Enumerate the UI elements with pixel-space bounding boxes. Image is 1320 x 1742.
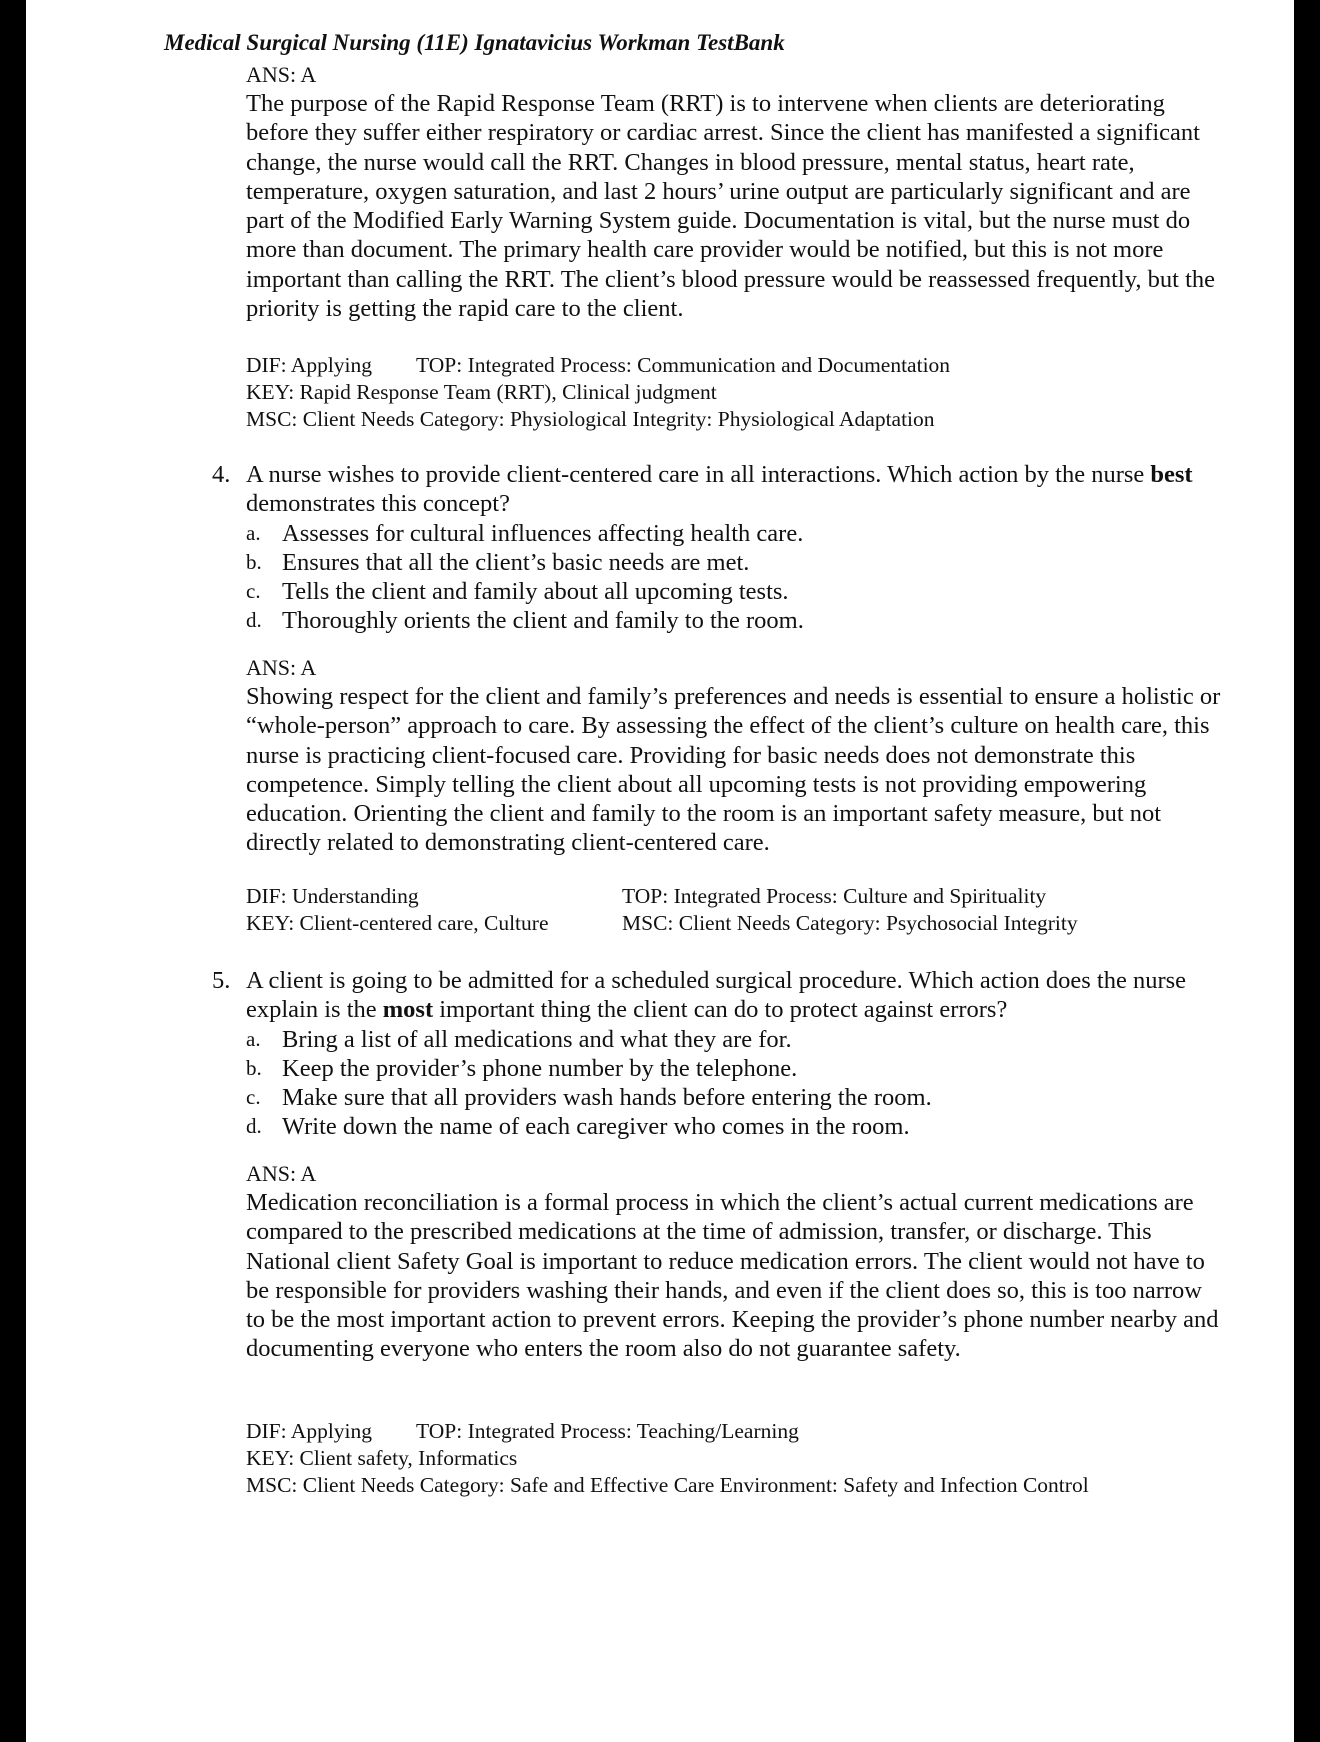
q4-number: 4. — [212, 461, 231, 488]
q3-category: MSC: Client Needs Category: Physiological Integrity: Physiological Adaptation — [246, 407, 935, 431]
q4-answer-block — [246, 653, 1226, 858]
q5-choice-b: b. Keep the provider’s phone number by the telephone. — [246, 1054, 798, 1082]
q5-number: 5. — [212, 967, 231, 994]
q4-metadata — [246, 883, 1226, 937]
q5-category: MSC: Client Needs Category: Safe and Effective Care Environment: Safety and Infection Control — [246, 1473, 1089, 1497]
q4-question — [212, 460, 1226, 636]
q3-rationale: The purpose of the Rapid Response Team (RRT) is to intervene when clients are deteriorating before they suffer either respiratory or cardiac arrest. Since the client has manifested a significant change, the nurse would call the RRT. Changes in blood pressure, mental status, heart rate, temperature, oxygen saturation, and last 2 hours’ urine output are particularly significant and are part of the Modified Early Warning System guide. Documentation is vital, but the nurse must do more than document. The primary health care provider would be notified, but this is not more important than calling the RRT. The client’s blood pressure would be reassessed frequently, but the priority is getting the rapid care to the client. — [246, 90, 1215, 323]
q4-keywords: KEY: Client-centered care, Culture — [246, 911, 549, 935]
q5-difficulty: DIF: Applying — [246, 1419, 373, 1443]
q3-difficulty: DIF: Applying — [246, 353, 373, 377]
q3-meta-row-1 — [246, 352, 1226, 379]
q5-meta-row-1 — [246, 1418, 1226, 1445]
q4-rationale: Showing respect for the client and family’s preferences and needs is essential to ensure a holistic or “whole-person” approach to care. By assessing the effect of the client’s culture on health care, this nurse is practicing client-focused care. Providing for basic needs does not demonstrate this competence. Simply telling the client about all upcoming tests is not providing empowering education. Orienting the client and family to the room is an important safety measure, but not directly related to demonstrating client-centered care. — [246, 683, 1221, 857]
q4-stem-emphasis: best — [1150, 461, 1193, 488]
q5-topic: TOP: Integrated Process: Teaching/Learning — [416, 1419, 799, 1443]
q4-stem: A nurse wishes to provide client-centered care in all interactions. Which action by the nurse best demonstrates this concept? — [246, 461, 1193, 518]
q5-question — [212, 966, 1226, 1142]
q4-meta-right — [622, 883, 1078, 937]
q3-answer-block — [246, 60, 1226, 323]
q5-choice-a: a. Bring a list of all medications and what they are for. — [246, 1025, 792, 1053]
q3-metadata — [246, 352, 1226, 433]
q5-answer-block — [246, 1159, 1226, 1364]
q5-metadata — [246, 1418, 1226, 1499]
q3-keywords: KEY: Rapid Response Team (RRT), Clinical judgment — [246, 380, 717, 404]
q5-stem-emphasis: most — [382, 996, 434, 1024]
document-page — [26, 0, 1294, 1742]
q4-category: MSC: Client Needs Category: Psychosocial Integrity — [622, 911, 1078, 935]
q5-keywords: KEY: Client safety, Informatics — [246, 1446, 518, 1470]
document-header: Medical Surgical Nursing (11E) Ignatavicius Workman TestBank — [164, 30, 785, 55]
q4-choice-a: a. Assesses for cultural influences affecting health care. — [246, 519, 804, 547]
q3-topic: TOP: Integrated Process: Communication and Documentation — [416, 353, 951, 377]
q5-choice-d: d. Write down the name of each caregiver who comes in the room. — [246, 1113, 910, 1141]
q5-stem: A client is going to be admitted for a scheduled surgical procedure. Which action does the nurse explain is the most important thing the client can do to protect against errors? — [246, 967, 1187, 1024]
q4-choice-d: d. Thoroughly orients the client and family to the room. — [246, 607, 804, 635]
q4-difficulty: DIF: Understanding — [246, 884, 419, 908]
q3-answer-label: ANS: A — [246, 62, 317, 87]
q4-topic: TOP: Integrated Process: Culture and Spirituality — [622, 884, 1047, 908]
q5-rationale: Medication reconciliation is a formal process in which the client’s actual current medications are compared to the prescribed medications at the time of admission, transfer, or discharge. This National client Safety Goal is important to reduce medication errors. The client would not have to be responsible for providers washing their hands, and even if the client does so, this is too narrow to be the most important action to prevent errors. Keeping the provider’s phone number nearby and documenting everyone who enters the room also do not guarantee safety. — [246, 1189, 1219, 1363]
q4-choice-b: b. Ensures that all the client’s basic needs are met. — [246, 548, 750, 576]
q5-answer-label: ANS: A — [246, 1161, 317, 1186]
q4-answer-label: ANS: A — [246, 655, 317, 680]
q5-choice-c: c. Make sure that all providers wash hands before entering the room. — [246, 1084, 932, 1112]
q4-choice-c: c. Tells the client and family about all upcoming tests. — [246, 578, 789, 606]
